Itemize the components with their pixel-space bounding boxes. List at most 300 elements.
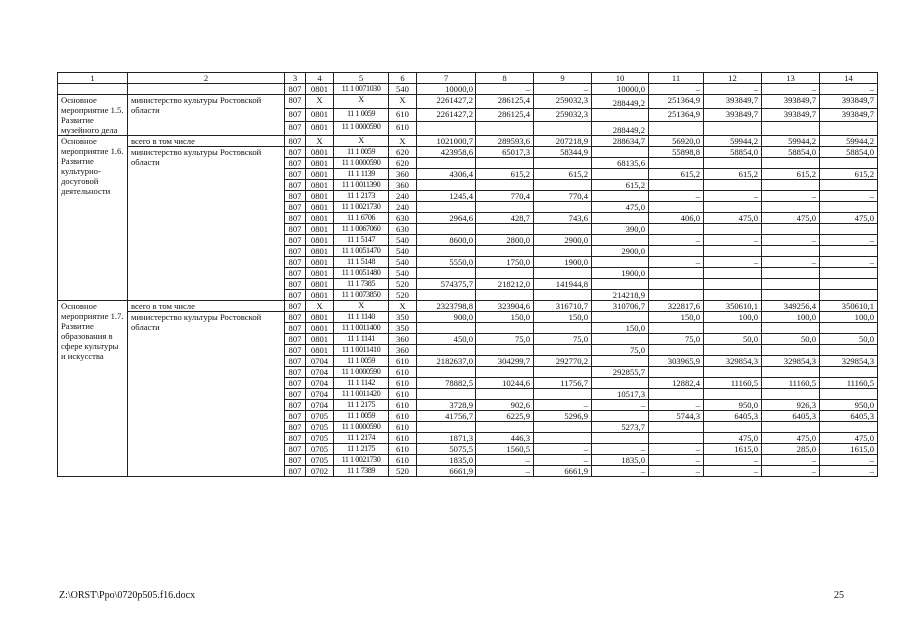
cell-gr: 807 <box>285 95 306 109</box>
cell-total: 6661,9 <box>417 466 476 477</box>
cell-y2014: – <box>476 466 534 477</box>
cell-vr: 630 <box>389 224 417 235</box>
cell-y2016 <box>592 378 649 389</box>
cell-vr: 360 <box>389 180 417 191</box>
cell-vr: 610 <box>389 411 417 422</box>
cell-y2020: 329854,3 <box>820 356 878 367</box>
cell-y2017: 55898,8 <box>649 147 704 158</box>
cell-y2019 <box>762 268 820 279</box>
cell-y2014: 65017,3 <box>476 147 534 158</box>
column-number-11: 11 <box>649 73 704 84</box>
cell-y2018: 329854,3 <box>704 356 762 367</box>
cell-y2017: – <box>649 455 704 466</box>
cell-y2015: 5296,9 <box>534 411 592 422</box>
cell-y2015: 6661,9 <box>534 466 592 477</box>
cell-vr: 520 <box>389 279 417 290</box>
cell-vr: 610 <box>389 455 417 466</box>
cell-y2019 <box>762 158 820 169</box>
cell-total: 5075,5 <box>417 444 476 455</box>
cell-kcsr: 11 1 0067060 <box>334 224 389 235</box>
cell-kcsr: Х <box>334 301 389 312</box>
group-total-row <box>58 301 878 312</box>
cell-y2019 <box>762 122 820 136</box>
cell-y2015 <box>534 158 592 169</box>
cell-rz: 0801 <box>306 122 334 136</box>
cell-y2014: 6225,9 <box>476 411 534 422</box>
cell-vr: 610 <box>389 389 417 400</box>
cell-y2019 <box>762 290 820 301</box>
cell-y2015: 58344,9 <box>534 147 592 158</box>
cell-y2016 <box>592 191 649 202</box>
group-total-row <box>58 136 878 147</box>
cell-rz: 0704 <box>306 356 334 367</box>
cell-rz: 0704 <box>306 389 334 400</box>
cell-y2018: – <box>704 455 762 466</box>
cell-y2017 <box>649 367 704 378</box>
cell-rz: 0704 <box>306 367 334 378</box>
cell-y2015: 743,6 <box>534 213 592 224</box>
cell-y2015 <box>534 323 592 334</box>
cell-y2019 <box>762 202 820 213</box>
cell-y2018 <box>704 367 762 378</box>
cell-y2020: – <box>820 84 878 95</box>
cell-vr: Х <box>389 95 417 109</box>
total-label: всего в том числе <box>128 301 285 312</box>
cell-y2014 <box>476 422 534 433</box>
cell-y2017 <box>649 180 704 191</box>
cell-kcsr: 11 1 0051470 <box>334 246 389 257</box>
cell-y2018 <box>704 323 762 334</box>
cell-rz: 0705 <box>306 433 334 444</box>
cell-vr: 520 <box>389 290 417 301</box>
cell-y2019: 11160,5 <box>762 378 820 389</box>
cell-kcsr: 11 1 0021730 <box>334 455 389 466</box>
cell-total <box>417 367 476 378</box>
cell-y2018 <box>704 202 762 213</box>
cell-y2020 <box>820 268 878 279</box>
cell-gr: 807 <box>285 191 306 202</box>
cell-y2018: 393849,7 <box>704 108 762 122</box>
cell-y2018: 350610,1 <box>704 301 762 312</box>
cell-y2015: – <box>534 400 592 411</box>
cell-y2015: 292770,2 <box>534 356 592 367</box>
cell-y2020: 58854,0 <box>820 147 878 158</box>
cell-y2018: 1615,0 <box>704 444 762 455</box>
cell-y2015: 615,2 <box>534 169 592 180</box>
cell-y2016: – <box>592 400 649 411</box>
cell-gr: 807 <box>285 411 306 422</box>
cell-y2017: 251364,9 <box>649 95 704 109</box>
cell-kcsr: 11 1 0059 <box>334 108 389 122</box>
cell-gr: 807 <box>285 268 306 279</box>
cell-y2015: – <box>534 84 592 95</box>
cell-y2015 <box>534 202 592 213</box>
cell-y2018 <box>704 389 762 400</box>
cell-rz: 0801 <box>306 84 334 95</box>
cell-y2019: 100,0 <box>762 312 820 323</box>
cell-y2015: 259032,3 <box>534 95 592 109</box>
blank-cell <box>58 84 128 95</box>
cell-y2020 <box>820 323 878 334</box>
cell-y2017: 12882,4 <box>649 378 704 389</box>
cell-y2020 <box>820 158 878 169</box>
cell-y2017: – <box>649 400 704 411</box>
cell-y2014: 286125,4 <box>476 95 534 109</box>
cell-y2015: 2900,0 <box>534 235 592 246</box>
cell-y2019: 59944,2 <box>762 136 820 147</box>
column-number-10: 10 <box>592 73 649 84</box>
cell-rz: 0801 <box>306 334 334 345</box>
cell-y2016: 10517,3 <box>592 389 649 400</box>
cell-y2016: 310706,7 <box>592 301 649 312</box>
cell-y2019: – <box>762 235 820 246</box>
cell-y2020: – <box>820 235 878 246</box>
cell-rz: 0705 <box>306 422 334 433</box>
cell-gr: 807 <box>285 455 306 466</box>
cell-y2017: 615,2 <box>649 169 704 180</box>
cell-y2017 <box>649 202 704 213</box>
cell-y2016 <box>592 108 649 122</box>
cell-total <box>417 122 476 136</box>
cell-kcsr: 11 1 2175 <box>334 400 389 411</box>
cell-gr: 807 <box>285 389 306 400</box>
cell-y2018 <box>704 345 762 356</box>
column-number-1: 1 <box>58 73 128 84</box>
activity-name: Основное мероприятие 1.6. Развитие культурно-досуговой деятельности <box>58 136 128 301</box>
cell-kcsr: 11 1 0059 <box>334 356 389 367</box>
cell-y2019 <box>762 279 820 290</box>
cell-y2017 <box>649 122 704 136</box>
cell-y2019: 393849,7 <box>762 108 820 122</box>
cell-vr: 620 <box>389 158 417 169</box>
cell-y2015: 259032,3 <box>534 108 592 122</box>
cell-rz: 0704 <box>306 378 334 389</box>
cell-vr: 360 <box>389 334 417 345</box>
cell-y2015 <box>534 422 592 433</box>
cell-y2017: – <box>649 257 704 268</box>
cell-y2014: – <box>476 455 534 466</box>
cell-total <box>417 158 476 169</box>
cell-y2015 <box>534 122 592 136</box>
cell-gr: 807 <box>285 257 306 268</box>
cell-y2016 <box>592 411 649 422</box>
cell-total: 423958,6 <box>417 147 476 158</box>
cell-y2017 <box>649 422 704 433</box>
cell-kcsr: 11 1 0000590 <box>334 122 389 136</box>
cell-y2018: – <box>704 466 762 477</box>
cell-y2014: 2800,0 <box>476 235 534 246</box>
cell-y2015 <box>534 180 592 191</box>
cell-y2017 <box>649 224 704 235</box>
cell-y2020: 6405,3 <box>820 411 878 422</box>
cell-total: 2182637,0 <box>417 356 476 367</box>
cell-vr: 630 <box>389 213 417 224</box>
cell-kcsr: 11 1 7389 <box>334 466 389 477</box>
cell-total: 450,0 <box>417 334 476 345</box>
column-number-12: 12 <box>704 73 762 84</box>
cell-vr: 350 <box>389 312 417 323</box>
column-number-3: 3 <box>285 73 306 84</box>
cell-rz: 0705 <box>306 455 334 466</box>
cell-y2020: 475,0 <box>820 213 878 224</box>
cell-y2020: 11160,5 <box>820 378 878 389</box>
cell-y2015: 11756,7 <box>534 378 592 389</box>
cell-y2017: 406,0 <box>649 213 704 224</box>
cell-y2019: 6405,3 <box>762 411 820 422</box>
cell-y2020 <box>820 389 878 400</box>
cell-y2014: 75,0 <box>476 334 534 345</box>
cell-y2016: – <box>592 466 649 477</box>
cell-kcsr: 11 1 7385 <box>334 279 389 290</box>
cell-rz: Х <box>306 95 334 109</box>
cell-gr: 807 <box>285 444 306 455</box>
table-row <box>58 84 878 95</box>
cell-y2015: – <box>534 455 592 466</box>
cell-y2019 <box>762 422 820 433</box>
cell-y2019 <box>762 389 820 400</box>
cell-y2016 <box>592 356 649 367</box>
cell-vr: 520 <box>389 466 417 477</box>
cell-y2017: 5744,3 <box>649 411 704 422</box>
cell-total <box>417 323 476 334</box>
cell-total <box>417 422 476 433</box>
cell-total: 2323798,8 <box>417 301 476 312</box>
cell-vr: 540 <box>389 246 417 257</box>
cell-y2018: 950,0 <box>704 400 762 411</box>
cell-total: 2261427,2 <box>417 95 476 109</box>
column-number-7: 7 <box>417 73 476 84</box>
cell-gr: 807 <box>285 108 306 122</box>
cell-y2019: 50,0 <box>762 334 820 345</box>
column-number-8: 8 <box>476 73 534 84</box>
cell-y2015 <box>534 345 592 356</box>
cell-y2020 <box>820 422 878 433</box>
cell-y2015 <box>534 433 592 444</box>
cell-gr: 807 <box>285 466 306 477</box>
cell-y2017: – <box>649 235 704 246</box>
cell-y2014 <box>476 345 534 356</box>
cell-gr: 807 <box>285 279 306 290</box>
cell-y2016 <box>592 312 649 323</box>
cell-kcsr: 11 1 0059 <box>334 147 389 158</box>
cell-y2014 <box>476 290 534 301</box>
cell-y2016: 214218,9 <box>592 290 649 301</box>
cell-y2015 <box>534 367 592 378</box>
cell-y2020 <box>820 345 878 356</box>
cell-y2019: 58854,0 <box>762 147 820 158</box>
cell-vr: 540 <box>389 235 417 246</box>
cell-gr: 807 <box>285 422 306 433</box>
cell-vr: 610 <box>389 356 417 367</box>
cell-kcsr: 11 1 2173 <box>334 191 389 202</box>
cell-total: 1245,4 <box>417 191 476 202</box>
cell-y2019 <box>762 246 820 257</box>
cell-rz: 0801 <box>306 147 334 158</box>
cell-kcsr: 11 1 0051480 <box>334 268 389 279</box>
cell-rz: 0801 <box>306 108 334 122</box>
cell-y2015 <box>534 290 592 301</box>
cell-gr: 807 <box>285 158 306 169</box>
cell-y2017: – <box>649 466 704 477</box>
cell-y2016 <box>592 257 649 268</box>
cell-y2019: 393849,7 <box>762 95 820 109</box>
cell-y2016: 288449,2 <box>592 122 649 136</box>
table-row <box>58 95 878 109</box>
cell-y2015 <box>534 389 592 400</box>
cell-gr: 807 <box>285 235 306 246</box>
cell-y2018 <box>704 158 762 169</box>
cell-y2020 <box>820 202 878 213</box>
cell-y2018 <box>704 290 762 301</box>
cell-y2018: 6405,3 <box>704 411 762 422</box>
cell-y2016 <box>592 334 649 345</box>
cell-rz: 0801 <box>306 290 334 301</box>
cell-rz: 0801 <box>306 191 334 202</box>
cell-y2018: 59944,2 <box>704 136 762 147</box>
cell-total <box>417 180 476 191</box>
cell-y2019: – <box>762 466 820 477</box>
cell-total: 41756,7 <box>417 411 476 422</box>
cell-rz: 0801 <box>306 202 334 213</box>
cell-y2018: – <box>704 191 762 202</box>
cell-y2020: 59944,2 <box>820 136 878 147</box>
cell-kcsr: 11 1 0071030 <box>334 84 389 95</box>
cell-y2019 <box>762 323 820 334</box>
cell-y2020: 950,0 <box>820 400 878 411</box>
cell-y2019: 475,0 <box>762 433 820 444</box>
cell-gr: 807 <box>285 122 306 136</box>
cell-y2017 <box>649 323 704 334</box>
cell-vr: 240 <box>389 191 417 202</box>
cell-y2015 <box>534 268 592 279</box>
cell-gr: 807 <box>285 224 306 235</box>
cell-gr: 807 <box>285 356 306 367</box>
cell-y2016: 288449,2 <box>592 95 649 109</box>
cell-y2017 <box>649 290 704 301</box>
cell-vr: Х <box>389 136 417 147</box>
cell-y2020: 393849,7 <box>820 108 878 122</box>
column-number-4: 4 <box>306 73 334 84</box>
cell-y2020: 350610,1 <box>820 301 878 312</box>
cell-y2020: 615,2 <box>820 169 878 180</box>
column-number-2: 2 <box>128 73 285 84</box>
cell-y2014: 323904,6 <box>476 301 534 312</box>
cell-y2014 <box>476 202 534 213</box>
executor-name: министерство культуры Ростовской области <box>128 147 285 301</box>
cell-vr: 540 <box>389 268 417 279</box>
cell-total <box>417 202 476 213</box>
cell-kcsr: 11 1 0011400 <box>334 323 389 334</box>
cell-y2014: 289593,6 <box>476 136 534 147</box>
cell-gr: 807 <box>285 169 306 180</box>
cell-y2014: 615,2 <box>476 169 534 180</box>
cell-y2017 <box>649 279 704 290</box>
cell-kcsr: 11 1 1140 <box>334 312 389 323</box>
cell-y2020: 475,0 <box>820 433 878 444</box>
cell-y2016: 288634,7 <box>592 136 649 147</box>
cell-y2019 <box>762 224 820 235</box>
executor-name: министерство культуры Ростовской области <box>128 95 285 136</box>
column-number-14: 14 <box>820 73 878 84</box>
cell-y2018: 50,0 <box>704 334 762 345</box>
cell-y2018: 615,2 <box>704 169 762 180</box>
cell-y2020: 393849,7 <box>820 95 878 109</box>
cell-y2020 <box>820 279 878 290</box>
cell-rz: 0801 <box>306 158 334 169</box>
cell-y2017 <box>649 389 704 400</box>
cell-gr: 807 <box>285 433 306 444</box>
cell-gr: 807 <box>285 147 306 158</box>
cell-y2019: – <box>762 455 820 466</box>
cell-rz: 0801 <box>306 224 334 235</box>
cell-kcsr: Х <box>334 136 389 147</box>
cell-gr: 807 <box>285 400 306 411</box>
cell-y2014: 10244,6 <box>476 378 534 389</box>
budget-table <box>57 72 878 477</box>
cell-total: 8600,0 <box>417 235 476 246</box>
cell-total: 1021000,7 <box>417 136 476 147</box>
footer-file-path: Z:\ORST\Ppo\0720p505.f16.docx <box>59 590 196 601</box>
cell-y2016: 292855,7 <box>592 367 649 378</box>
cell-y2014 <box>476 122 534 136</box>
cell-y2016: 75,0 <box>592 345 649 356</box>
cell-y2018: 475,0 <box>704 213 762 224</box>
cell-y2016: 150,0 <box>592 323 649 334</box>
cell-y2016: 10000,0 <box>592 84 649 95</box>
cell-y2017 <box>649 345 704 356</box>
cell-y2018: – <box>704 235 762 246</box>
cell-y2018 <box>704 180 762 191</box>
cell-rz: 0704 <box>306 400 334 411</box>
cell-y2020 <box>820 180 878 191</box>
cell-rz: 0702 <box>306 466 334 477</box>
cell-y2018: 58854,0 <box>704 147 762 158</box>
cell-rz: 0801 <box>306 169 334 180</box>
cell-y2017: 150,0 <box>649 312 704 323</box>
cell-y2015: 141944,8 <box>534 279 592 290</box>
cell-vr: Х <box>389 301 417 312</box>
cell-y2014: 770,4 <box>476 191 534 202</box>
cell-gr: 807 <box>285 312 306 323</box>
cell-y2019 <box>762 367 820 378</box>
cell-y2018 <box>704 122 762 136</box>
cell-vr: 610 <box>389 108 417 122</box>
cell-gr: 807 <box>285 202 306 213</box>
cell-kcsr: 11 1 0011420 <box>334 389 389 400</box>
cell-y2014: – <box>476 84 534 95</box>
cell-gr: 807 <box>285 290 306 301</box>
cell-kcsr: 11 1 0000590 <box>334 158 389 169</box>
cell-y2014 <box>476 158 534 169</box>
cell-y2015 <box>534 224 592 235</box>
cell-y2014: 446,3 <box>476 433 534 444</box>
cell-y2014: 1750,0 <box>476 257 534 268</box>
cell-y2014 <box>476 268 534 279</box>
cell-y2017: – <box>649 84 704 95</box>
cell-total <box>417 268 476 279</box>
cell-gr: 807 <box>285 367 306 378</box>
cell-y2020 <box>820 224 878 235</box>
cell-rz: 0801 <box>306 279 334 290</box>
cell-y2017: 303965,9 <box>649 356 704 367</box>
cell-y2016 <box>592 279 649 290</box>
cell-rz: 0705 <box>306 444 334 455</box>
cell-kcsr: 11 1 1141 <box>334 334 389 345</box>
cell-y2016: 68135,6 <box>592 158 649 169</box>
cell-rz: 0801 <box>306 323 334 334</box>
cell-kcsr: 11 1 6706 <box>334 213 389 224</box>
cell-gr: 807 <box>285 378 306 389</box>
